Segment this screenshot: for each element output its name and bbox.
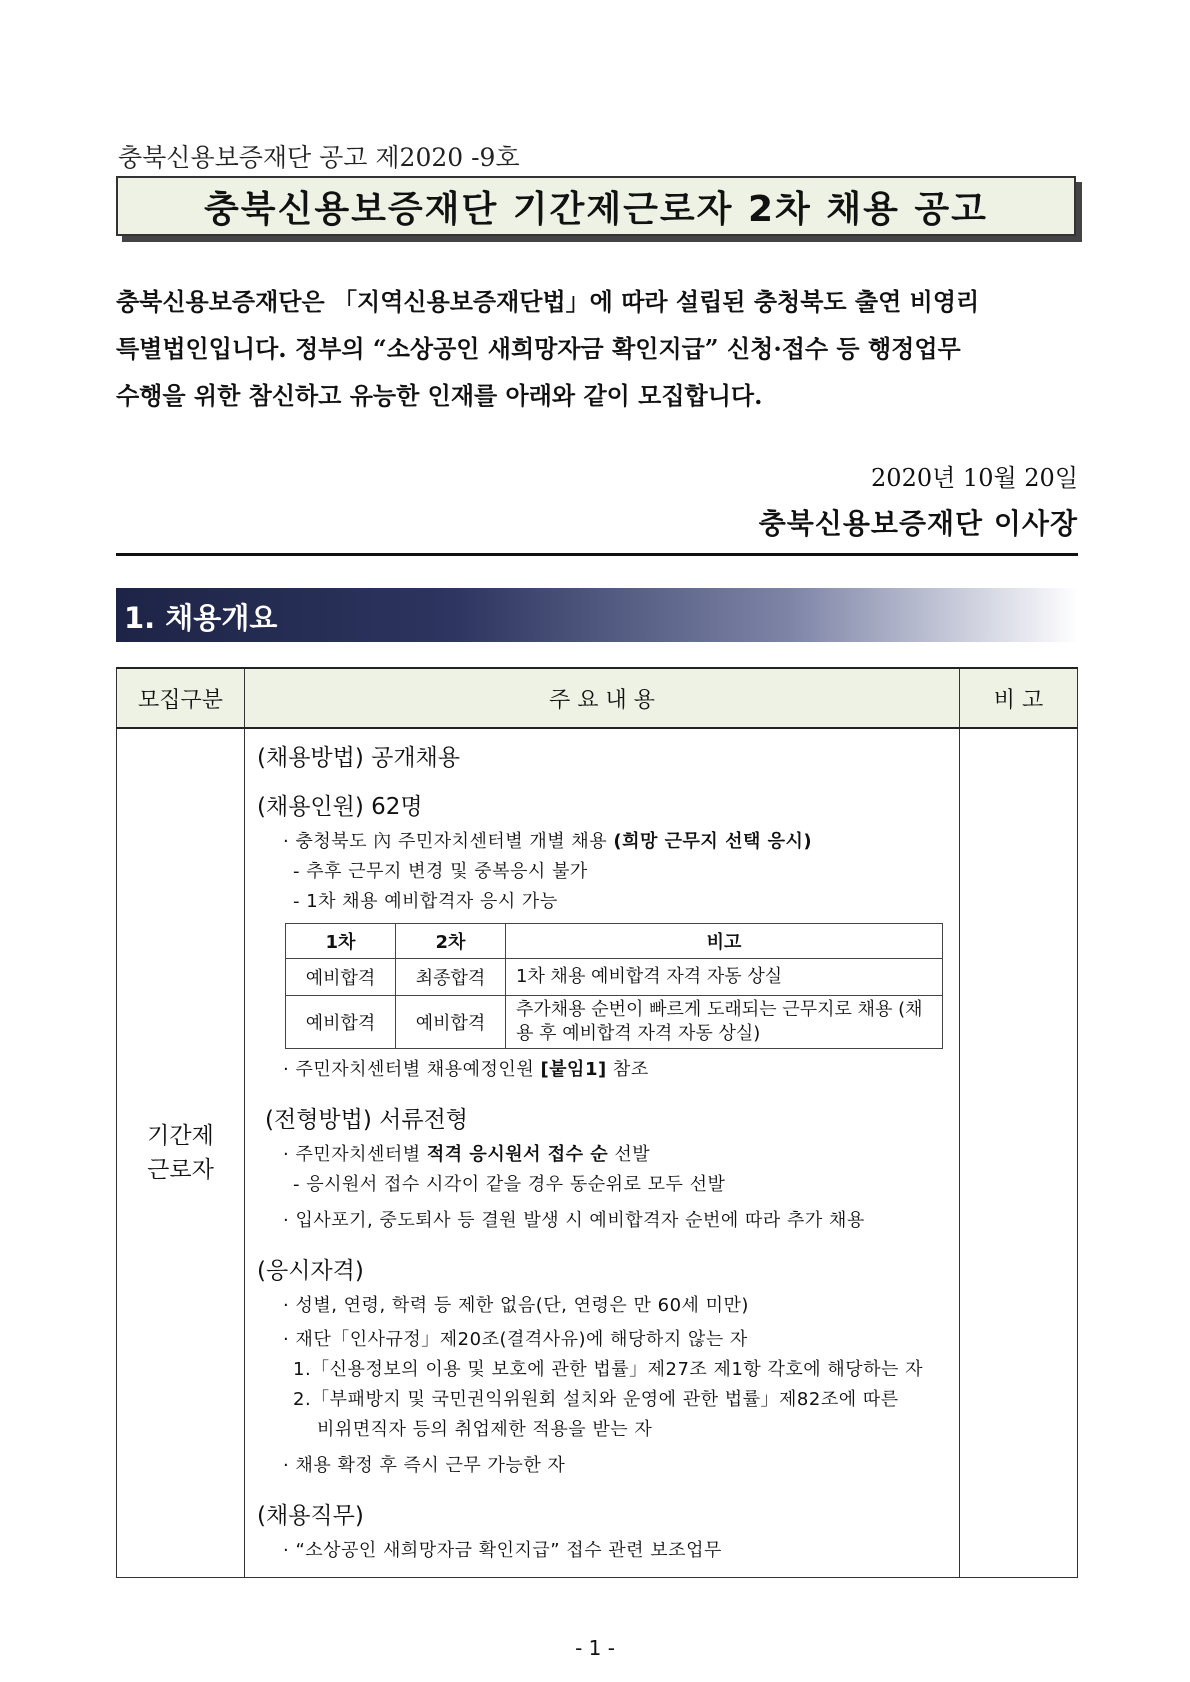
section-header bbox=[116, 588, 1078, 642]
method-heading: (채용방법) 공개채용 bbox=[257, 745, 461, 771]
count-bullet-text: · 충청북도 內 주민자치센터별 개별 채용 bbox=[283, 831, 614, 852]
qualification-item: 2.「부패방지 및 국민권익위원회 설치와 운영에 관한 법률」제82조에 따른 bbox=[293, 1389, 899, 1410]
stage-cell: 예비합격 bbox=[396, 996, 506, 1049]
reference-text: · 주민자치센터별 채용예정인원 bbox=[283, 1059, 541, 1080]
selection-bullet: · 입사포기, 중도퇴사 등 결원 발생 시 예비합격자 순번에 따라 추가 채용 bbox=[283, 1210, 865, 1231]
issuer-name: 충북신용보증재단 이사장 bbox=[758, 507, 1078, 540]
page-title: 충북신용보증재단 기간제근로자 2차 채용 공고 bbox=[204, 188, 988, 230]
category-line: 근로자 bbox=[147, 1157, 214, 1183]
divider bbox=[116, 553, 1078, 556]
selection-bullet bbox=[257, 1140, 951, 1170]
reference-bold: [붙임1] bbox=[540, 1059, 607, 1080]
stage-note: 추가채용 순번이 빠르게 도래되는 근무지로 채용 (채용 후 예비합격 자격 자동 상실) bbox=[506, 996, 943, 1049]
header-contents: 주 요 내 용 bbox=[245, 668, 960, 728]
stage-header: 비고 bbox=[506, 924, 943, 959]
intro-line: 충북신용보증재단은 「지역신용보증재단법」에 따라 설립된 충청북도 출연 비영리 bbox=[116, 287, 980, 316]
qualification-bullet: · 채용 확정 후 즉시 근무 가능한 자 bbox=[283, 1455, 566, 1476]
duty-heading: (채용직무) bbox=[257, 1503, 364, 1529]
count-sub: - 추후 근무지 변경 및 중복응시 불가 bbox=[293, 861, 588, 882]
count-bullet-bold: (희망 근무지 선택 응시) bbox=[613, 831, 813, 852]
recruitment-table bbox=[116, 667, 1078, 1578]
reference-bullet bbox=[257, 1055, 951, 1085]
intro-paragraph bbox=[116, 278, 1078, 419]
section-title: 1. 채용개요 bbox=[124, 601, 278, 635]
title-box bbox=[116, 176, 1076, 236]
selection-text: · 주민자치센터별 bbox=[283, 1144, 427, 1165]
stage-cell: 최종합격 bbox=[396, 959, 506, 996]
intro-line: 수행을 위한 참신하고 유능한 인재를 아래와 같이 모집합니다. bbox=[116, 381, 763, 410]
stage-header: 1차 bbox=[286, 924, 396, 959]
count-sub: - 1차 채용 예비합격자 응시 가능 bbox=[293, 891, 558, 912]
count-bullet bbox=[257, 827, 951, 857]
notice-date: 2020년 10월 20일 bbox=[871, 464, 1078, 492]
category-cell bbox=[117, 728, 245, 1578]
selection-sub: - 응시원서 접수 시각이 같을 경우 동순위로 모두 선발 bbox=[293, 1174, 726, 1195]
header-remarks: 비 고 bbox=[960, 668, 1078, 728]
stage-note: 1차 채용 예비합격 자격 자동 상실 bbox=[506, 959, 943, 996]
reference-text: 참조 bbox=[606, 1059, 649, 1080]
category-line: 기간제 bbox=[147, 1123, 214, 1149]
qualification-item: 비위면직자 등의 취업제한 적용을 받는 자 bbox=[317, 1419, 653, 1440]
remarks-cell bbox=[960, 728, 1078, 1578]
qualification-bullet: · 재단「인사규정」제20조(결격사유)에 해당하지 않는 자 bbox=[283, 1329, 748, 1350]
contents-cell bbox=[245, 728, 960, 1578]
page-number: - 1 - bbox=[575, 1636, 615, 1660]
stage-header: 2차 bbox=[396, 924, 506, 959]
qualification-item: 1.「신용정보의 이용 및 보호에 관한 법률」제27조 제1항 각호에 해당하는 자 bbox=[293, 1359, 923, 1380]
stage-cell: 예비합격 bbox=[286, 996, 396, 1049]
header-category: 모집구분 bbox=[117, 668, 245, 728]
selection-bold: 적격 응시원서 접수 순 bbox=[426, 1144, 609, 1165]
qualification-bullet: · 성별, 연령, 학력 등 제한 없음(단, 연령은 만 60세 미만) bbox=[283, 1295, 749, 1316]
notice-number: 충북신용보증재단 공고 제2020 -9호 bbox=[118, 143, 520, 172]
intro-line: 특별법인입니다. 정부의 “소상공인 새희망자금 확인지급” 신청·접수 등 행정업무 bbox=[116, 334, 961, 363]
qualification-heading: (응시자격) bbox=[257, 1258, 364, 1284]
selection-heading: (전형방법) 서류전형 bbox=[265, 1107, 469, 1133]
selection-text: 선발 bbox=[608, 1144, 651, 1165]
duty-bullet: · “소상공인 새희망자금 확인지급” 접수 관련 보조업무 bbox=[283, 1540, 722, 1561]
count-heading: (채용인원) 62명 bbox=[257, 794, 423, 820]
stage-cell: 예비합격 bbox=[286, 959, 396, 996]
stage-table bbox=[285, 923, 943, 1049]
